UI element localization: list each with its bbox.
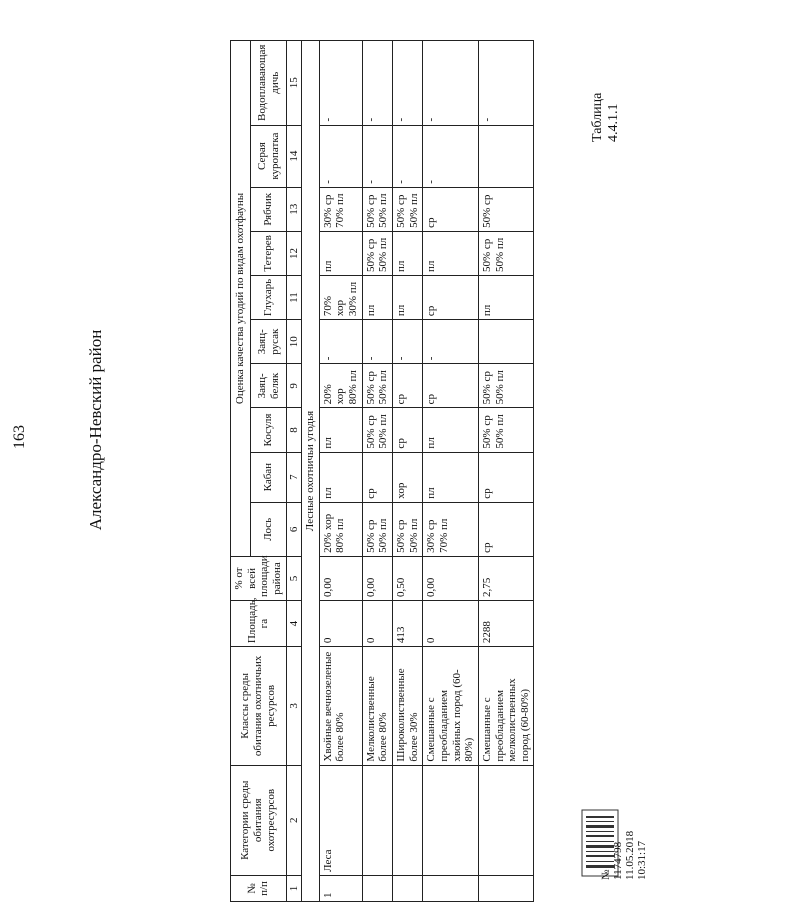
document-stamp: № 1174798 11.05.2018 10:31:17 [600, 830, 648, 880]
header-num: № п/п [231, 875, 287, 901]
header-percent: % от всей площади района [231, 556, 287, 600]
species-quality-cell: ср [423, 364, 479, 408]
category-cell: Леса [319, 765, 362, 875]
species-quality-cell: - [319, 41, 362, 126]
species-quality-cell: 20% хор 80% пл [319, 502, 362, 556]
habitat-class-cell: Хвойные вечнозеленые более 80% [319, 647, 362, 765]
species-quality-cell: пл [362, 276, 392, 320]
species-quality-cell: - [423, 125, 479, 187]
species-quality-cell: хор [393, 452, 423, 502]
header-species: Серая куропатка [251, 125, 286, 187]
species-quality-cell: ср [423, 276, 479, 320]
species-quality-cell: - [362, 320, 392, 364]
percent-cell: 2,75 [478, 556, 534, 600]
table-row [478, 41, 534, 902]
table-row [362, 41, 392, 902]
species-quality-cell [478, 320, 534, 364]
species-quality-cell: - [362, 41, 392, 126]
habitat-quality-table [230, 40, 534, 902]
header-area: Площадь, га [231, 601, 287, 647]
column-number: 12 [286, 231, 302, 275]
percent-cell: 0,00 [319, 556, 362, 600]
column-number: 2 [286, 765, 302, 875]
species-quality-cell: - [319, 125, 362, 187]
species-quality-cell: ср [423, 187, 479, 231]
row-num-cell [423, 875, 479, 901]
page-number: 163 [11, 425, 28, 449]
species-quality-cell: 30% ср 70% пл [319, 187, 362, 231]
species-quality-cell: - [393, 320, 423, 364]
area-cell: 413 [393, 601, 423, 647]
column-number: 6 [286, 502, 302, 556]
area-cell: 0 [362, 601, 392, 647]
column-number: 10 [286, 320, 302, 364]
table-title: Таблица 4.4.1.1 [590, 92, 621, 142]
column-number: 7 [286, 452, 302, 502]
rotated-table-container [230, 40, 800, 902]
species-quality-cell: 30% ср 70% пл [423, 502, 479, 556]
species-quality-cell: - [423, 320, 479, 364]
species-quality-cell: ср [478, 502, 534, 556]
species-quality-cell: 50% ср 50% пл [478, 364, 534, 408]
row-num-cell [362, 875, 392, 901]
row-num-cell: 1 [319, 875, 362, 901]
species-quality-cell: - [393, 41, 423, 126]
area-cell: 2288 [478, 601, 534, 647]
column-number: 11 [286, 276, 302, 320]
habitat-class-cell: Смешанные с преобладанием хвойных пород (60-80%) [423, 647, 479, 765]
section-row [302, 41, 320, 902]
species-quality-cell: пл [423, 452, 479, 502]
habitat-class-cell: Смешанные с преобладанием мелколиственных пород (60-80%) [478, 647, 534, 765]
table-row [393, 41, 423, 902]
species-quality-cell: 50% ср 50% пл [393, 502, 423, 556]
column-number: 14 [286, 125, 302, 187]
species-quality-cell: 50% ср [478, 187, 534, 231]
column-number: 1 [286, 875, 302, 901]
species-quality-cell: пл [393, 276, 423, 320]
species-quality-cell: 20% хор 80% пл [319, 364, 362, 408]
area-cell: 0 [423, 601, 479, 647]
species-quality-cell: пл [319, 408, 362, 452]
header-assessment: Оценка качества угодий по видам охотфауны [231, 41, 251, 557]
species-quality-cell: ср [362, 452, 392, 502]
species-quality-cell: - [423, 41, 479, 126]
table-row [423, 41, 479, 902]
species-quality-cell: 50% ср 50% пл [362, 231, 392, 275]
header-species: Рябчик [251, 187, 286, 231]
species-quality-cell: ср [393, 364, 423, 408]
category-cell [423, 765, 479, 875]
species-quality-cell: пл [319, 452, 362, 502]
category-cell [393, 765, 423, 875]
species-quality-cell: 50% ср 50% пл [393, 187, 423, 231]
percent-cell: 0,00 [423, 556, 479, 600]
column-number: 8 [286, 408, 302, 452]
species-quality-cell: 50% ср 50% пл [362, 408, 392, 452]
column-number: 15 [286, 41, 302, 126]
species-quality-cell: пл [319, 231, 362, 275]
habitat-class-cell: Мелколиственные более 80% [362, 647, 392, 765]
species-quality-cell: - [478, 41, 534, 126]
header-species: Заяц-беляк [251, 364, 286, 408]
percent-cell: 0,00 [362, 556, 392, 600]
species-quality-cell: пл [478, 276, 534, 320]
species-quality-cell: пл [423, 231, 479, 275]
row-num-cell [393, 875, 423, 901]
table-row [319, 41, 362, 902]
habitat-class-cell: Широколиственные более 30% [393, 647, 423, 765]
header-classes: Классы среды обитания охотничьих ресурсов [231, 647, 287, 765]
table-body [286, 41, 534, 902]
header-species: Глухарь [251, 276, 286, 320]
column-number: 9 [286, 364, 302, 408]
area-cell: 0 [319, 601, 362, 647]
header-species: Заяц-русак [251, 320, 286, 364]
header-species: Тетерев [251, 231, 286, 275]
column-number: 3 [286, 647, 302, 765]
column-number: 4 [286, 601, 302, 647]
header-species: Кабан [251, 452, 286, 502]
species-quality-cell [478, 125, 534, 187]
species-quality-cell: - [319, 320, 362, 364]
header-species: Косуля [251, 408, 286, 452]
category-cell [362, 765, 392, 875]
column-number-row [286, 41, 302, 902]
species-quality-cell: пл [393, 231, 423, 275]
column-number: 13 [286, 187, 302, 231]
species-quality-cell: 50% ср 50% пл [478, 231, 534, 275]
header-category: Категории среды обитания охотресурсов [231, 765, 287, 875]
percent-cell: 0,50 [393, 556, 423, 600]
header-species: Водоплавающая дичь [251, 41, 286, 126]
species-quality-cell: ср [393, 408, 423, 452]
species-quality-cell: 70% хор 30% пл [319, 276, 362, 320]
species-quality-cell: - [362, 125, 392, 187]
row-num-cell [478, 875, 534, 901]
region-title: Александро-Невский район [86, 329, 105, 531]
species-quality-cell: 50% ср 50% пл [362, 502, 392, 556]
column-number: 5 [286, 556, 302, 600]
header-species: Лось [251, 502, 286, 556]
section-title: Лесные охотничьи угодья [302, 41, 320, 902]
species-quality-cell: пл [423, 408, 479, 452]
species-quality-cell: 50% ср 50% пл [478, 408, 534, 452]
species-quality-cell: 50% ср 50% пл [362, 187, 392, 231]
species-quality-cell: ср [478, 452, 534, 502]
species-quality-cell: 50% ср 50% пл [362, 364, 392, 408]
category-cell [478, 765, 534, 875]
species-quality-cell: - [393, 125, 423, 187]
